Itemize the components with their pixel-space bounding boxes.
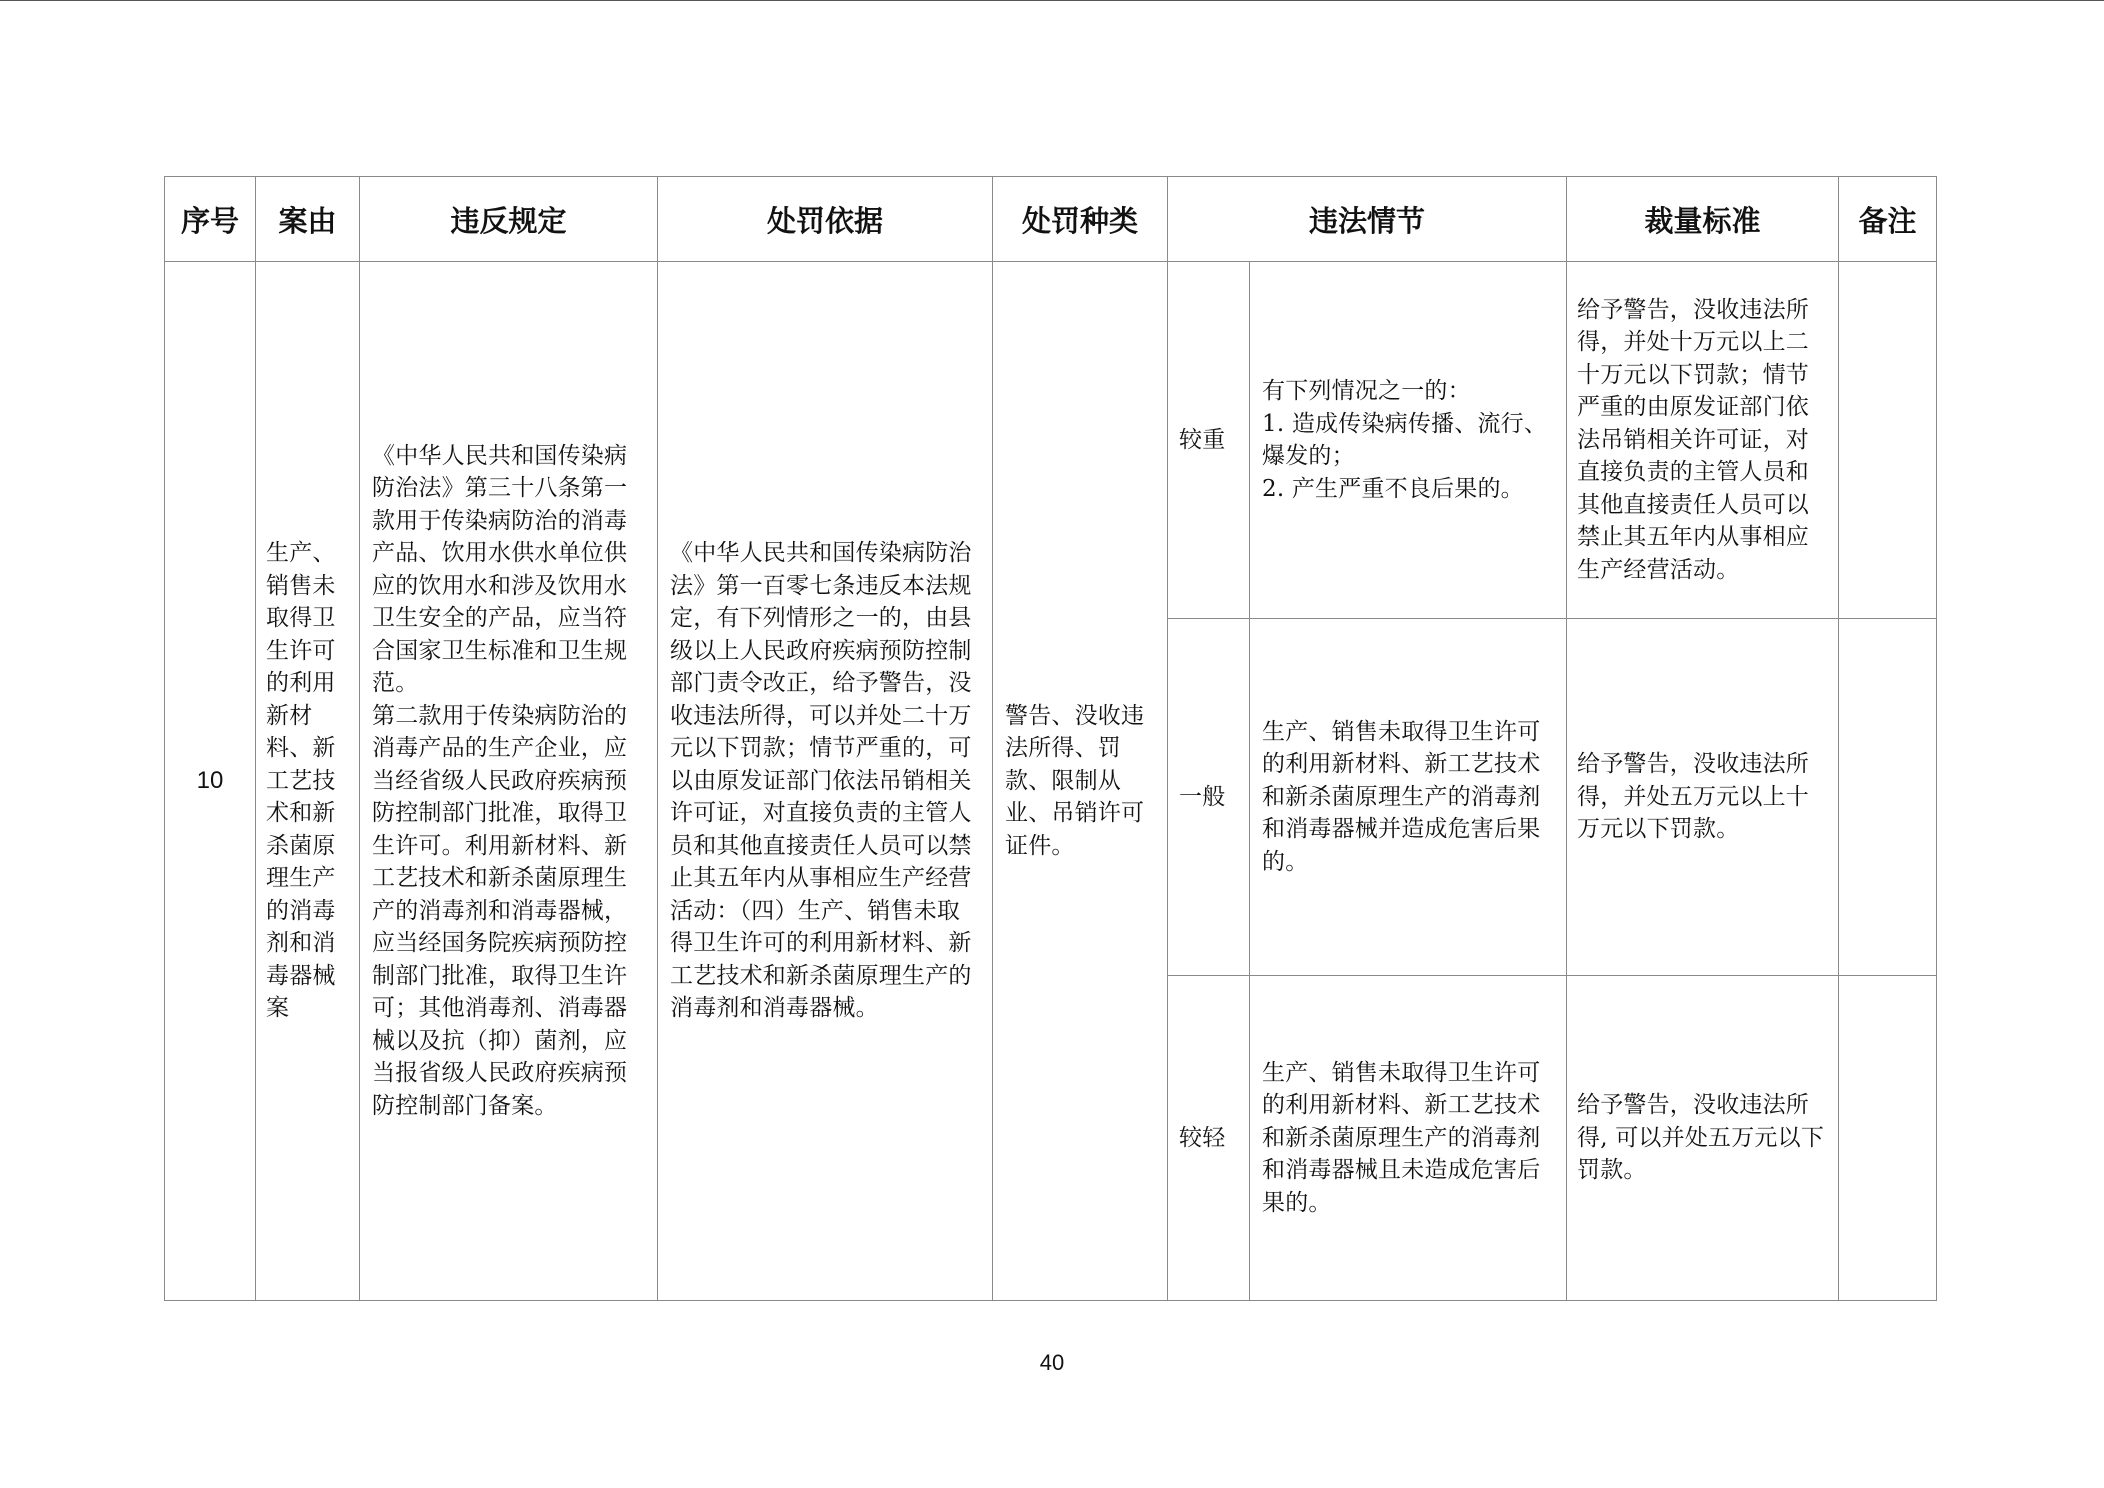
- page-number: 40: [1039, 1350, 1065, 1375]
- row-violation: 《中华人民共和国传染病防治法》第三十八条第一款用于传染病防治的消毒产品、饮用水供水单位供应的饮用水和涉及饮用水卫生安全的产品，应当符合国家卫生标准和卫生规范。 第二款用于传染病防治的消毒产品的生产企业，应当经省级人民政府疾病预防控制部门批准，取得卫生许可。利用新材料、新工艺技术和新杀菌原理生产的消毒剂和消毒器械，应当经国务院疾病预防控制部门批准，取得卫生许可；其他消毒剂、消毒器械以及抗（抑）菌剂，应当报省级人民政府疾病预防控制部门备案。: [372, 442, 628, 1119]
- top-rule: [0, 0, 2104, 1]
- level-normal: 一般: [1179, 783, 1226, 810]
- row-basis: 《中华人民共和国传染病防治法》第一百零七条违反本法规定，有下列情形之一的，由县级以上人民政府疾病预防控制部门责令改正，给予警告，没收违法所得，可以并处二十万元以下罚款；情节严重的，可以由原发证部门依法吊销相关许可证，对直接负责的主管人员和其他直接责任人员可以禁止其五年内从事相应生产经营活动：（四）生产、销售未取得卫生许可的利用新材料、新工艺技术和新杀菌原理生产的消毒剂和消毒器械。: [670, 540, 972, 1022]
- circumstance-normal: 生产、销售未取得卫生许可的利用新材料、新工艺技术和新杀菌原理生产的消毒剂和消毒器械并造成危害后果的。: [1262, 718, 1541, 875]
- header-case: 案由: [255, 176, 360, 262]
- remark-normal: [1838, 618, 1937, 976]
- circumstance-normal-cell: [1249, 618, 1567, 976]
- level-normal-cell: [1167, 618, 1250, 976]
- circumstance-heavy-cell: [1249, 261, 1567, 619]
- standard-heavy-cell: [1566, 261, 1839, 619]
- standard-light: 给予警告，没收违法所得, 可以并处五万元以下罚款。: [1577, 1092, 1825, 1184]
- header-penalty-type: 处罚种类: [992, 176, 1168, 262]
- header-remark: 备注: [1838, 176, 1937, 262]
- level-heavy-cell: [1167, 261, 1250, 619]
- row-basis-cell: [657, 261, 993, 1301]
- penalty-table: [164, 176, 1937, 1301]
- level-light: 较轻: [1179, 1124, 1226, 1151]
- header-circumstance: 违法情节: [1167, 176, 1567, 262]
- standard-normal: 给予警告，没收违法所得，并处五万元以上十万元以下罚款。: [1577, 751, 1809, 843]
- standard-heavy: 给予警告，没收违法所得，并处十万元以上二十万元以下罚款；情节严重的由原发证部门依法吊销相关许可证，对直接负责的主管人员和其他直接责任人员可以禁止其五年内从事相应生产经营活动。: [1577, 296, 1809, 583]
- circumstance-heavy: 有下列情况之一的： 1. 造成传染病传播、流行、爆发的； 2. 产生严重不良后果的。: [1262, 378, 1548, 502]
- circumstance-light: 生产、销售未取得卫生许可的利用新材料、新工艺技术和新杀菌原理生产的消毒剂和消毒器械且未造成危害后果的。: [1262, 1059, 1541, 1216]
- standard-light-cell: [1566, 975, 1839, 1301]
- row-case: 生产、销售未取得卫生许可的利用新材料、新工艺技术和新杀菌原理生产的消毒剂和消毒器械案: [266, 540, 336, 1022]
- standard-normal-cell: [1566, 618, 1839, 976]
- remark-light: [1838, 975, 1937, 1301]
- remark-heavy: [1838, 261, 1937, 619]
- row-seq: 10: [164, 261, 256, 1301]
- level-heavy: 较重: [1179, 426, 1226, 453]
- header-basis: 处罚依据: [657, 176, 993, 262]
- level-light-cell: [1167, 975, 1250, 1301]
- header-seq: 序号: [164, 176, 256, 262]
- circumstance-light-cell: [1249, 975, 1567, 1301]
- row-violation-cell: [359, 261, 658, 1301]
- header-standard: 裁量标准: [1566, 176, 1839, 262]
- row-case-cell: [255, 261, 360, 1301]
- row-penalty-type: 警告、没收违法所得、罚款、限制从业、吊销许可证件。: [1005, 702, 1145, 859]
- header-violation: 违反规定: [359, 176, 658, 262]
- row-penalty-type-cell: [992, 261, 1168, 1301]
